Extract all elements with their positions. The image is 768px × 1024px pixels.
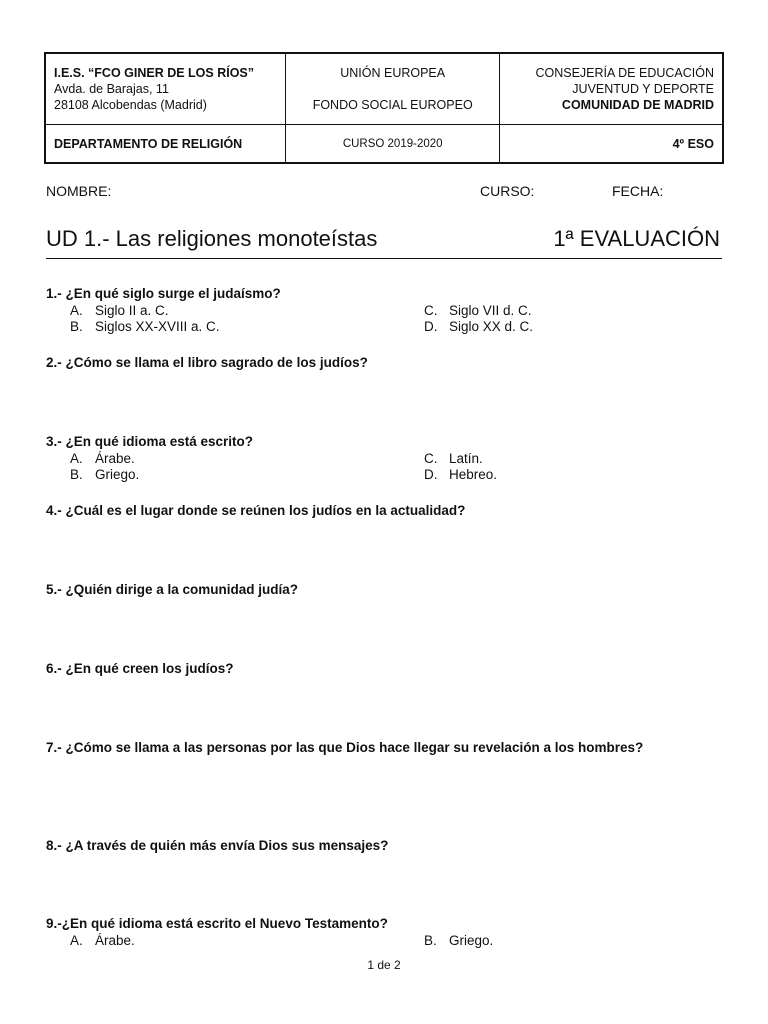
department: DEPARTAMENTO DE RELIGIÓN bbox=[45, 125, 286, 164]
option-letter: D. bbox=[424, 319, 438, 334]
question-8 bbox=[46, 837, 722, 855]
level: 4º ESO bbox=[500, 125, 723, 164]
q3-option-c bbox=[424, 451, 483, 467]
question-9 bbox=[46, 915, 722, 933]
q9-option-b bbox=[424, 933, 493, 949]
question-7-text: 7.- ¿Cómo se llama a las personas por las que Dios hace llegar su revelación a los hombres? bbox=[46, 740, 644, 755]
q1-option-d bbox=[424, 319, 533, 335]
eu-line-2: FONDO SOCIAL EUROPEO bbox=[312, 98, 473, 112]
option-letter: B. bbox=[70, 319, 83, 334]
question-4 bbox=[46, 502, 722, 520]
consejeria-info bbox=[500, 53, 723, 125]
option-letter: B. bbox=[70, 467, 83, 482]
option-letter: D. bbox=[424, 467, 438, 482]
question-5-text: 5.- ¿Quién dirige a la comunidad judía? bbox=[46, 582, 299, 597]
consejeria-line-1: CONSEJERÍA DE EDUCACIÓN bbox=[535, 66, 714, 80]
option-text: Siglo II a. C. bbox=[95, 303, 169, 318]
q9-option-a bbox=[70, 933, 135, 949]
option-text: Siglo XX d. C. bbox=[449, 319, 534, 334]
question-3-text: 3.- ¿En qué idioma está escrito? bbox=[46, 434, 254, 449]
option-text: Árabe. bbox=[95, 933, 135, 948]
q3-option-d bbox=[424, 467, 497, 483]
school-address: Avda. de Barajas, 11 bbox=[54, 82, 169, 96]
question-1 bbox=[46, 285, 722, 303]
question-7 bbox=[46, 739, 666, 757]
q3-option-b bbox=[70, 467, 139, 483]
eu-line-1: UNIÓN EUROPEA bbox=[340, 66, 446, 80]
question-8-text: 8.- ¿A través de quién más envía Dios sus mensajes? bbox=[46, 838, 389, 853]
q1-option-b bbox=[70, 319, 220, 335]
eu-info bbox=[286, 53, 500, 125]
question-6 bbox=[46, 660, 722, 678]
question-1-text: 1.- ¿En qué siglo surge el judaísmo? bbox=[46, 286, 281, 301]
option-letter: C. bbox=[424, 303, 438, 318]
name-label: NOMBRE: bbox=[46, 183, 112, 199]
option-letter: B. bbox=[424, 933, 437, 948]
q3-option-a bbox=[70, 451, 135, 467]
school-city: 28108 Alcobendas (Madrid) bbox=[54, 98, 207, 112]
option-text: Siglos XX-XVIII a. C. bbox=[95, 319, 220, 334]
unit-title-row bbox=[46, 226, 722, 259]
question-6-text: 6.- ¿En qué creen los judíos? bbox=[46, 661, 234, 676]
q1-option-c bbox=[424, 303, 532, 319]
school-info bbox=[45, 53, 286, 125]
option-text: Hebreo. bbox=[449, 467, 498, 482]
course-year: CURSO 2019-2020 bbox=[286, 125, 500, 164]
date-label: FECHA: bbox=[612, 183, 664, 199]
question-5 bbox=[46, 581, 722, 599]
header-table bbox=[44, 52, 724, 164]
option-text: Griego. bbox=[449, 933, 494, 948]
option-text: Griego. bbox=[95, 467, 140, 482]
option-letter: A. bbox=[70, 303, 83, 318]
school-name: I.E.S. “FCO GINER DE LOS RÍOS” bbox=[54, 66, 255, 80]
question-2 bbox=[46, 354, 722, 372]
question-2-text: 2.- ¿Cómo se llama el libro sagrado de los judíos? bbox=[46, 355, 368, 370]
question-9-text: 9.-¿En qué idioma está escrito el Nuevo Testamento? bbox=[46, 916, 388, 931]
evaluation-label: 1ª EVALUACIÓN bbox=[553, 226, 720, 251]
question-3 bbox=[46, 433, 722, 451]
course-label: CURSO: bbox=[480, 183, 535, 199]
option-letter: C. bbox=[424, 451, 438, 466]
option-text: Árabe. bbox=[95, 451, 135, 466]
option-letter: A. bbox=[70, 451, 83, 466]
consejeria-line-3: COMUNIDAD DE MADRID bbox=[561, 98, 714, 112]
unit-title: UD 1.- Las religiones monoteístas bbox=[46, 226, 378, 251]
option-letter: A. bbox=[70, 933, 83, 948]
student-fields bbox=[46, 183, 722, 201]
q1-option-a bbox=[70, 303, 169, 319]
page-number: 1 de 2 bbox=[367, 958, 401, 972]
question-4-text: 4.- ¿Cuál es el lugar donde se reúnen los judíos en la actualidad? bbox=[46, 503, 466, 518]
option-text: Siglo VII d. C. bbox=[449, 303, 532, 318]
consejeria-line-2: JUVENTUD Y DEPORTE bbox=[572, 82, 714, 96]
option-text: Latín. bbox=[449, 451, 483, 466]
